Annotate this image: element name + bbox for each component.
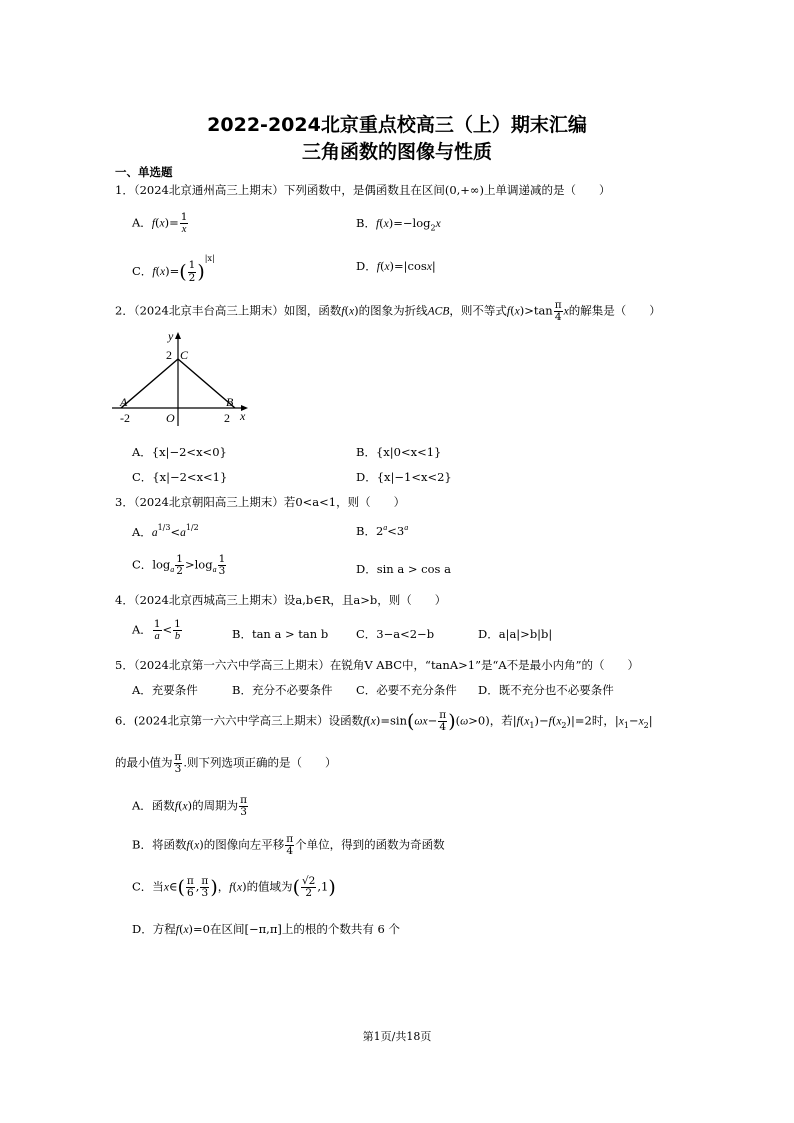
q6-option-c: C．当x∈( $\frac{\pi}{6}$ , $\frac{\pi}{3}$ )，f(x)的值域为( $\frac{√2}{2}$ ,1): [132, 875, 336, 900]
q5-option-d: D．既不充分也不必要条件: [478, 683, 614, 697]
label-neg2: -2: [120, 411, 130, 425]
label-2-x: 2: [224, 411, 230, 425]
q5-option-b: B．充分不必要条件: [232, 683, 333, 697]
q1-option-c: C．f(x)=( $\frac{1}{2}$ )$^{|x|}$: [132, 254, 215, 284]
q6-stem-line2: 的最小值为 $\frac{\pi}{3}$ .则下列选项正确的是（ ）: [115, 751, 337, 776]
q6-stem-line1: 6．(2024北京第一六六中学高三上期末）设函数f(x)=sin(ωx− $\frac{\pi}{4}$ )(ω>0)，若$|f(x_1)-f(x_2)|=2$时，$|x_1-x_2|$: [115, 709, 653, 734]
q3-option-b: B．$2^a<3^a$: [356, 523, 409, 538]
label-x: x: [240, 409, 246, 423]
q4-option-c: C．3−a<2−b: [356, 627, 435, 641]
y-axis-arrow: [175, 332, 181, 339]
q2-stem: 2．（2024北京丰台高三上期末）如图，函数f(x)的图象为折线ACB，则不等式f(x)>tan $\frac{\pi}{4}$ x的解集是（ ）: [115, 299, 661, 324]
q4-option-b: B．tan a > tan b: [232, 627, 329, 641]
q6-option-b: B．将函数f(x)的图像向左平移 $\frac{\pi}{4}$ 个单位，得到的函数为奇函数: [132, 833, 445, 858]
q3-option-d: D．sin a > cos a: [356, 562, 451, 576]
q1-stem: 1．（2024北京通州高三上期末）下列函数中，是偶函数且在区间(0,+∞)上单调递减的是（ ）: [115, 183, 611, 197]
q5-stem: 5．（2024北京第一六六中学高三上期末）在锐角V ABC中，“tanA>1”是“A不是最小内角”的（ ）: [115, 658, 640, 672]
q5-option-c: C．必要不充分条件: [356, 683, 457, 697]
doc-title-line1: 2022-2024北京重点校高三（上）期末汇编: [207, 114, 587, 136]
doc-title-line2: 三角函数的图像与性质: [301, 141, 492, 163]
q1-option-d: D．f(x)=|cosx|: [356, 259, 436, 273]
q5-option-a: A．充要条件: [132, 683, 198, 697]
q3-option-c: C．$\log_a$ $\frac{1}{2}$ $>\log_a$ $\frac{1}{3}$: [132, 553, 226, 578]
q2-graph: [108, 326, 258, 432]
q4-option-a: A． $\frac{1}{a}$ < $\frac{1}{b}$: [132, 618, 181, 643]
q4-stem: 4．（2024北京西城高三上期末）设a,b∈R，且a>b，则（ ）: [115, 593, 447, 607]
q4-option-d: D．a|a|>b|b|: [478, 627, 553, 641]
q1-option-a: A．f(x)= $\frac{1}{x}$: [132, 211, 188, 236]
label-2-y: 2: [166, 348, 172, 362]
label-o: O: [166, 411, 175, 425]
section-heading: 一、单选题: [115, 165, 173, 179]
q3-stem: 3．（2024北京朝阳高三上期末）若0<a<1，则（ ）: [115, 495, 406, 509]
q2-option-a: A．{x|−2<x<0}: [132, 445, 227, 459]
q3-option-a: A．$a^{1/3}<a^{1/2}$: [132, 523, 199, 539]
label-b: B: [226, 395, 234, 409]
q2-option-d: D．{x|−1<x<2}: [356, 470, 452, 484]
q1-option-b: B．$f(x)=-\log_2x$: [356, 216, 441, 233]
q6-option-a: A．函数f(x)的周期为 $\frac{\pi}{3}$: [132, 794, 248, 819]
label-c: C: [180, 348, 189, 362]
page-footer: 第1页/共18页: [362, 1030, 432, 1043]
q2-option-b: B．{x|0<x<1}: [356, 445, 442, 459]
q6-option-d: D．方程f(x)=0在区间[−π,π]上的根的个数共有 6 个: [132, 922, 401, 936]
label-y: y: [168, 329, 174, 343]
label-a: A: [120, 395, 128, 409]
q2-option-c: C．{x|−2<x<1}: [132, 470, 228, 484]
